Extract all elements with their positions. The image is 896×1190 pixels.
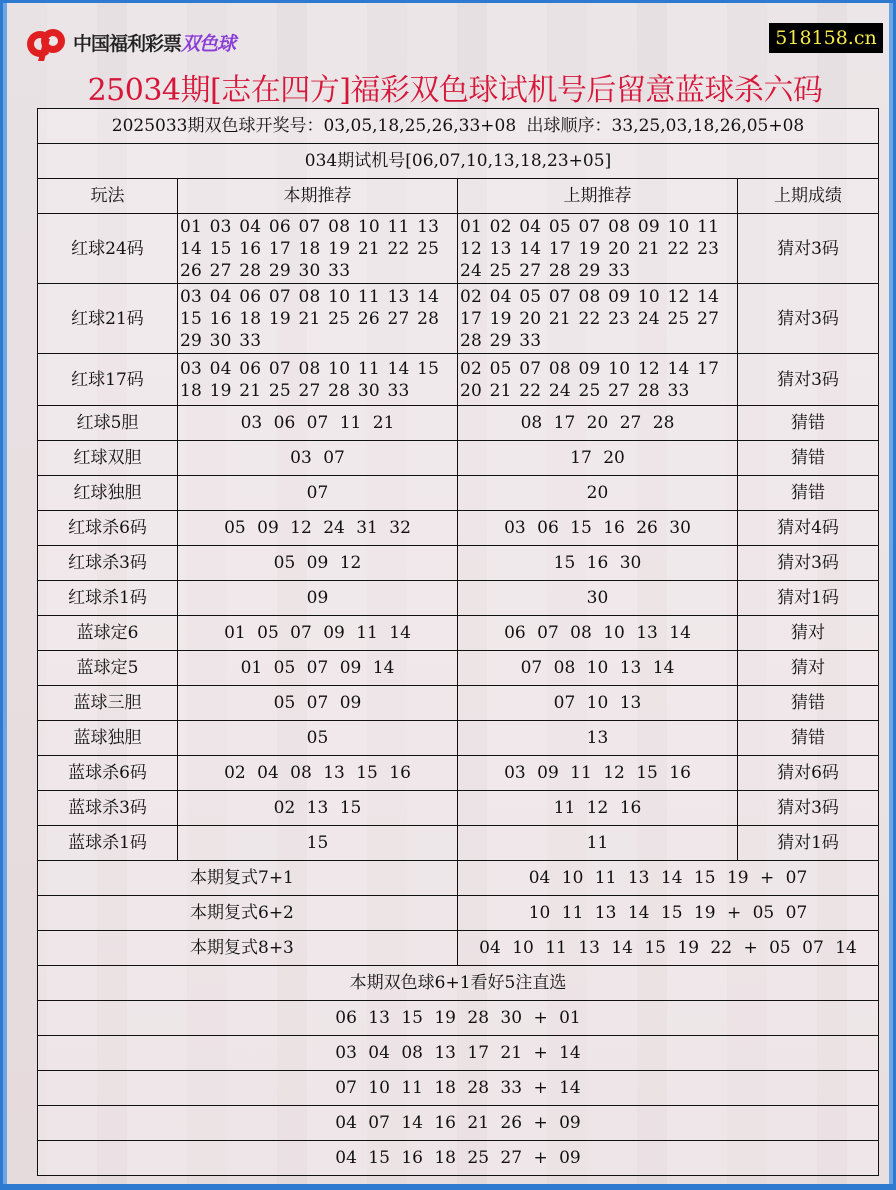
combo-numbers: 04 10 11 13 14 15 19 + 07: [458, 861, 879, 896]
previous-numbers: 17 20: [458, 441, 738, 476]
table-row: [38, 476, 879, 511]
pick-numbers: 04 07 14 16 21 26 + 09: [38, 1106, 879, 1141]
page-frame: [3, 3, 893, 1185]
previous-numbers: 01 02 04 05 07 08 09 10 11 12 13 14 17 19 20 21 22 23 24 25 27 28 29 33: [458, 214, 738, 284]
row-label: 红球5胆: [38, 406, 178, 441]
row-result: 猜对4码: [738, 511, 879, 546]
row-result: 猜对3码: [738, 791, 879, 826]
row-label: 红球21码: [38, 284, 178, 354]
current-numbers: 07: [178, 476, 458, 511]
table-row: [38, 616, 879, 651]
picks-title: 本期双色球6+1看好5注直选: [38, 966, 879, 1001]
previous-numbers: 03 09 11 12 15 16: [458, 756, 738, 791]
row-label: 红球杀1码: [38, 581, 178, 616]
current-numbers: 01 05 07 09 14: [178, 651, 458, 686]
row-result: 猜对3码: [738, 546, 879, 581]
previous-numbers: 03 06 15 16 26 30: [458, 511, 738, 546]
previous-numbers: 02 05 07 08 09 10 12 14 17 20 21 22 24 25 27 28 33: [458, 354, 738, 406]
table-row: [38, 214, 879, 284]
current-numbers: 03 06 07 11 21: [178, 406, 458, 441]
previous-numbers: 07 08 10 13 14: [458, 651, 738, 686]
current-numbers: 05 07 09: [178, 686, 458, 721]
current-numbers: 03 04 06 07 08 10 11 13 14 15 16 18 19 21 25 26 27 28 29 30 33: [178, 284, 458, 354]
previous-numbers: 30: [458, 581, 738, 616]
row-result: 猜对6码: [738, 756, 879, 791]
pick-row: [38, 1001, 879, 1036]
row-result: 猜对1码: [738, 826, 879, 861]
current-numbers: 09: [178, 581, 458, 616]
table-row: [38, 721, 879, 756]
welfare-lottery-logo-icon: [27, 25, 69, 59]
pick-numbers: 04 15 16 18 25 27 + 09: [38, 1141, 879, 1176]
previous-numbers: 13: [458, 721, 738, 756]
table-row: [38, 546, 879, 581]
row-result: 猜对3码: [738, 284, 879, 354]
current-numbers: 01 03 04 06 07 08 10 11 13 14 15 16 17 18 19 21 22 25 26 27 28 29 30 33: [178, 214, 458, 284]
logo-text-accent: 双色球: [181, 32, 236, 55]
table-row: [38, 511, 879, 546]
header-result: 上期成绩: [738, 179, 879, 214]
combo-label: 本期复式8+3: [38, 931, 458, 966]
current-numbers: 05 09 12 24 31 32: [178, 511, 458, 546]
current-numbers: 03 04 06 07 08 10 11 14 15 18 19 21 25 27 28 30 33: [178, 354, 458, 406]
row-label: 蓝球独胆: [38, 721, 178, 756]
picks-title-row: [38, 966, 879, 1001]
table-row: [38, 581, 879, 616]
row-label: 蓝球杀1码: [38, 826, 178, 861]
row-label: 红球24码: [38, 214, 178, 284]
row-result: 猜错: [738, 441, 879, 476]
combo-numbers: 10 11 13 14 15 19 + 05 07: [458, 896, 879, 931]
row-label: 红球独胆: [38, 476, 178, 511]
row-label: 红球17码: [38, 354, 178, 406]
current-numbers: 02 13 15: [178, 791, 458, 826]
row-label: 蓝球定6: [38, 616, 178, 651]
pick-numbers: 07 10 11 18 28 33 + 14: [38, 1071, 879, 1106]
table-row: [38, 651, 879, 686]
table-row: [38, 354, 879, 406]
row-result: 猜错: [738, 406, 879, 441]
combo-numbers: 04 10 11 13 14 15 19 22 + 05 07 14: [458, 931, 879, 966]
row-result: 猜对: [738, 651, 879, 686]
previous-numbers: 20: [458, 476, 738, 511]
current-numbers: 01 05 07 09 11 14: [178, 616, 458, 651]
row-label: 红球杀6码: [38, 511, 178, 546]
previous-numbers: 11 12 16: [458, 791, 738, 826]
row-label: 蓝球三胆: [38, 686, 178, 721]
header-current: 本期推荐: [178, 179, 458, 214]
row-label: 红球杀3码: [38, 546, 178, 581]
table-row: [38, 756, 879, 791]
pick-row: [38, 1036, 879, 1071]
table-row: [38, 791, 879, 826]
lottery-logo: [27, 25, 235, 59]
current-numbers: 05: [178, 721, 458, 756]
current-numbers: 15: [178, 826, 458, 861]
combo-row: [38, 861, 879, 896]
site-badge: 518158.cn: [769, 23, 883, 53]
row-result: 猜对1码: [738, 581, 879, 616]
previous-numbers: 02 04 05 07 08 09 10 12 14 17 19 20 21 22 23 24 25 27 28 29 33: [458, 284, 738, 354]
row-result: 猜对3码: [738, 354, 879, 406]
row-result: 猜对3码: [738, 214, 879, 284]
table-header-row: [38, 179, 879, 214]
draw-result: 2025033期双色球开奖号：03,05,18,25,26,33+08 出球顺序：33,25,03,18,26,05+08: [38, 109, 879, 144]
logo-text: 中国福利彩票: [73, 32, 182, 55]
combo-label: 本期复式6+2: [38, 896, 458, 931]
current-numbers: 05 09 12: [178, 546, 458, 581]
current-numbers: 03 07: [178, 441, 458, 476]
row-label: 蓝球定5: [38, 651, 178, 686]
previous-numbers: 06 07 08 10 13 14: [458, 616, 738, 651]
test-numbers: 034期试机号[06,07,10,13,18,23+05]: [38, 144, 879, 179]
previous-numbers: 08 17 20 27 28: [458, 406, 738, 441]
header-play: 玩法: [38, 179, 178, 214]
previous-numbers: 11: [458, 826, 738, 861]
row-label: 蓝球杀3码: [38, 791, 178, 826]
table-row: [38, 284, 879, 354]
pick-row: [38, 1141, 879, 1176]
window-bottom-bar: [0, 1184, 896, 1190]
header-previous: 上期推荐: [458, 179, 738, 214]
current-numbers: 02 04 08 13 15 16: [178, 756, 458, 791]
row-label: 蓝球杀6码: [38, 756, 178, 791]
pick-numbers: 03 04 08 13 17 21 + 14: [38, 1036, 879, 1071]
combo-row: [38, 931, 879, 966]
table-row: [38, 686, 879, 721]
row-result: 猜错: [738, 686, 879, 721]
table-row: [38, 826, 879, 861]
table-row: [38, 441, 879, 476]
pick-row: [38, 1106, 879, 1141]
row-result: 猜错: [738, 721, 879, 756]
row-result: 猜错: [738, 476, 879, 511]
pick-row: [38, 1071, 879, 1106]
previous-numbers: 07 10 13: [458, 686, 738, 721]
previous-numbers: 15 16 30: [458, 546, 738, 581]
combo-row: [38, 896, 879, 931]
table-row: [38, 406, 879, 441]
combo-label: 本期复式7+1: [38, 861, 458, 896]
row-label: 红球双胆: [38, 441, 178, 476]
row-result: 猜对: [738, 616, 879, 651]
pick-numbers: 06 13 15 19 28 30 + 01: [38, 1001, 879, 1036]
prediction-table: [37, 108, 879, 1176]
page-title: 25034期[志在四方]福彩双色球试机号后留意蓝球杀六码: [87, 73, 823, 108]
